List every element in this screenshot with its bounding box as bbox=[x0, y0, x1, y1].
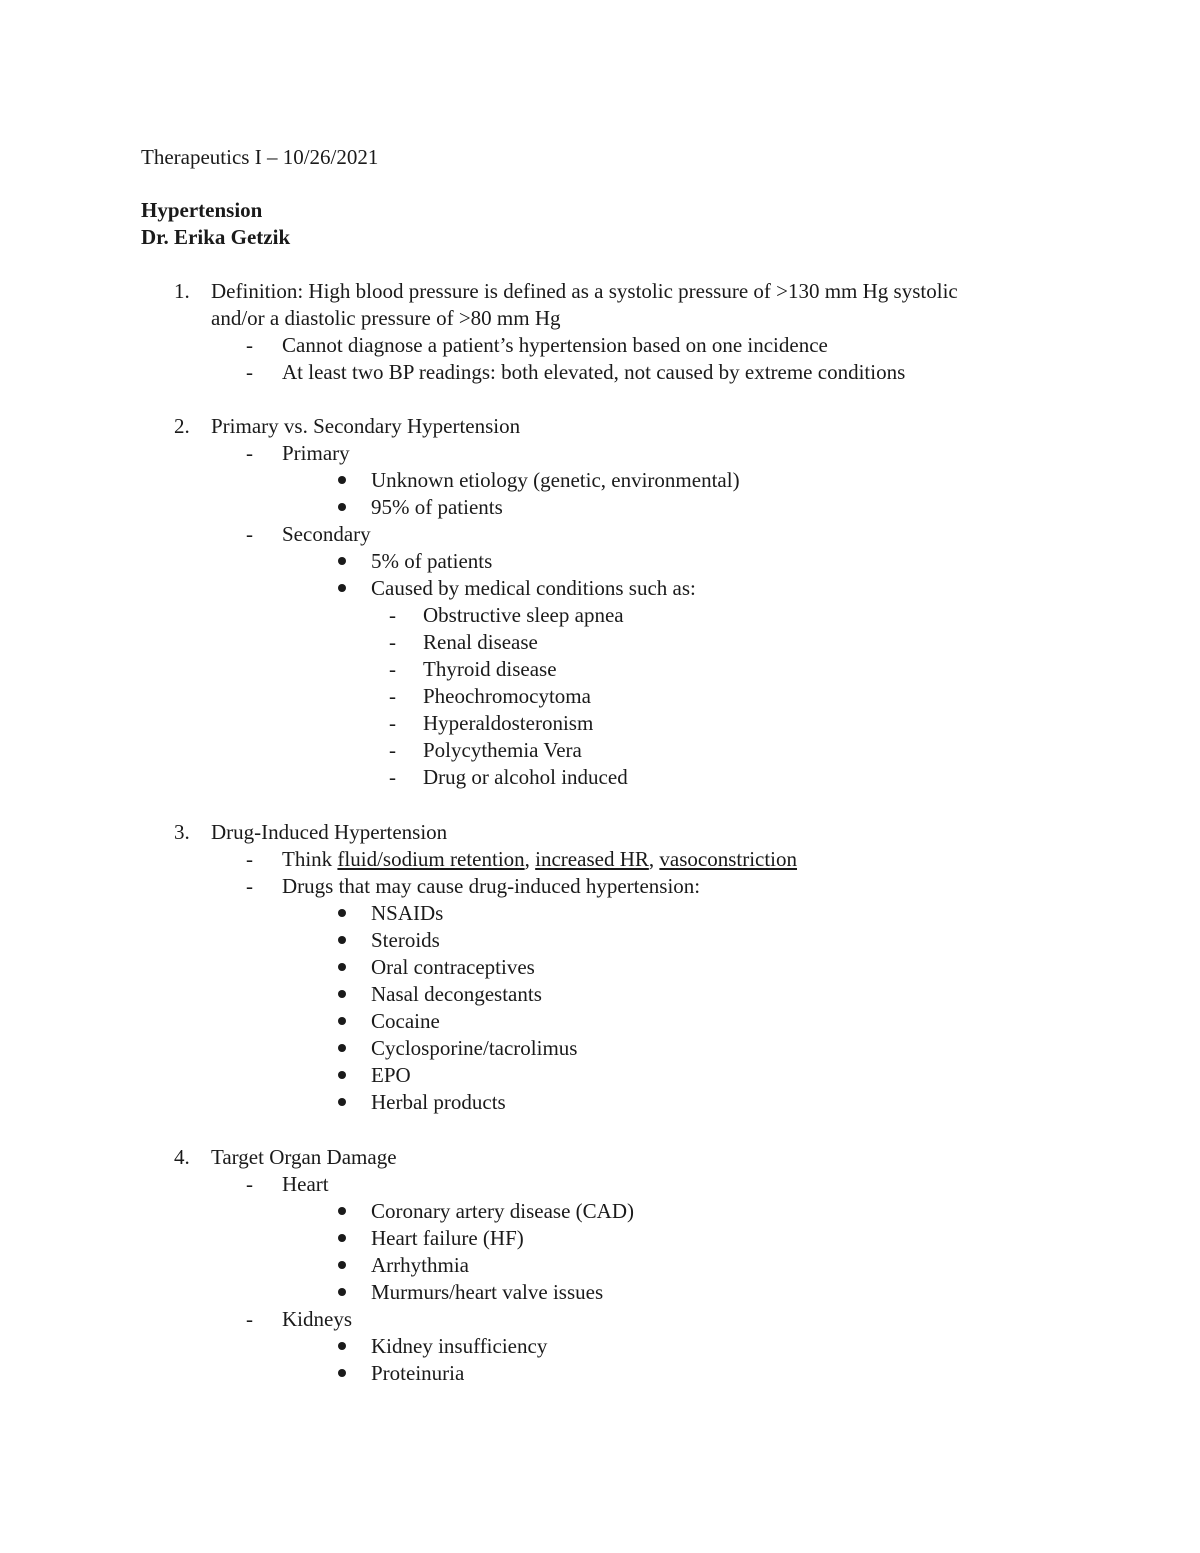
dash-marker: - bbox=[389, 630, 396, 654]
bullet-icon bbox=[338, 1044, 346, 1052]
underlined-term: fluid/sodium retention bbox=[337, 847, 525, 871]
definition-line-2: and/or a diastolic pressure of >80 mm Hg bbox=[211, 306, 561, 330]
dash-marker: - bbox=[246, 522, 253, 546]
list-item: Polycythemia Vera bbox=[423, 738, 582, 762]
list-item: Cannot diagnose a patient’s hypertension based on one incidence bbox=[282, 333, 828, 357]
list-item: 95% of patients bbox=[371, 495, 503, 519]
group-label: Kidneys bbox=[282, 1307, 352, 1331]
definition-line-1: Definition: High blood pressure is defined as a systolic pressure of >130 mm Hg systolic bbox=[211, 279, 958, 303]
list-item: Arrhythmia bbox=[371, 1253, 469, 1277]
term-separator: , bbox=[524, 847, 536, 871]
list-item: Heart failure (HF) bbox=[371, 1226, 524, 1250]
list-item: Steroids bbox=[371, 928, 440, 952]
bullet-icon bbox=[338, 557, 346, 565]
term-separator: , bbox=[648, 847, 660, 871]
dash-marker: - bbox=[246, 1172, 253, 1196]
dash-marker: - bbox=[246, 874, 253, 898]
group-label: Secondary bbox=[282, 522, 371, 546]
list-item: At least two BP readings: both elevated, not caused by extreme conditions bbox=[282, 360, 906, 384]
bullet-icon bbox=[338, 936, 346, 944]
list-item: Coronary artery disease (CAD) bbox=[371, 1199, 634, 1223]
dash-marker: - bbox=[246, 360, 253, 384]
bullet-icon bbox=[338, 1017, 346, 1025]
list-item: Thyroid disease bbox=[423, 657, 557, 681]
section-number: 1. bbox=[174, 279, 190, 303]
underlined-term: increased HR bbox=[535, 847, 649, 871]
list-item: Drug or alcohol induced bbox=[423, 765, 628, 789]
section-number: 4. bbox=[174, 1145, 190, 1169]
list-item: Kidney insufficiency bbox=[371, 1334, 548, 1358]
bullet-icon bbox=[338, 963, 346, 971]
list-item: EPO bbox=[371, 1063, 411, 1087]
section-heading: Drug-Induced Hypertension bbox=[211, 820, 448, 844]
bullet-icon bbox=[338, 1342, 346, 1350]
list-item: NSAIDs bbox=[371, 901, 444, 925]
list-item: Obstructive sleep apnea bbox=[423, 603, 624, 627]
list-item: Pheochromocytoma bbox=[423, 684, 591, 708]
list-item: Cyclosporine/tacrolimus bbox=[371, 1036, 578, 1060]
bullet-icon bbox=[338, 1261, 346, 1269]
bullet-icon bbox=[338, 1369, 346, 1377]
group-label: Primary bbox=[282, 441, 350, 465]
document-title: Hypertension bbox=[141, 198, 263, 222]
underlined-term: vasoconstriction bbox=[659, 847, 798, 871]
section-heading: Primary vs. Secondary Hypertension bbox=[211, 414, 521, 438]
dash-marker: - bbox=[389, 657, 396, 681]
dash-marker: - bbox=[246, 847, 253, 871]
section-number: 3. bbox=[174, 820, 190, 844]
bullet-icon bbox=[338, 1207, 346, 1215]
bullet-icon bbox=[338, 1234, 346, 1242]
author-name: Dr. Erika Getzik bbox=[141, 225, 291, 249]
bullet-icon bbox=[338, 1098, 346, 1106]
bullet-icon bbox=[338, 476, 346, 484]
list-item: Renal disease bbox=[423, 630, 538, 654]
think-line bbox=[282, 846, 797, 872]
course-date-line: Therapeutics I – 10/26/2021 bbox=[141, 145, 379, 169]
dash-marker: - bbox=[389, 684, 396, 708]
section-heading: Target Organ Damage bbox=[211, 1145, 397, 1169]
list-item: Cocaine bbox=[371, 1009, 440, 1033]
dash-marker: - bbox=[389, 738, 396, 762]
list-item: Unknown etiology (genetic, environmental) bbox=[371, 468, 740, 492]
dash-marker: - bbox=[246, 333, 253, 357]
list-item: Oral contraceptives bbox=[371, 955, 535, 979]
list-item: Nasal decongestants bbox=[371, 982, 542, 1006]
bullet-icon bbox=[338, 1288, 346, 1296]
bullet-icon bbox=[338, 584, 346, 592]
list-item: Murmurs/heart valve issues bbox=[371, 1280, 604, 1304]
list-item: 5% of patients bbox=[371, 549, 493, 573]
list-item: Caused by medical conditions such as: bbox=[371, 576, 696, 600]
dash-marker: - bbox=[246, 441, 253, 465]
bullet-icon bbox=[338, 503, 346, 511]
think-prefix: Think bbox=[282, 847, 338, 871]
dash-marker: - bbox=[389, 603, 396, 627]
bullet-icon bbox=[338, 1071, 346, 1079]
dash-marker: - bbox=[389, 711, 396, 735]
section-number: 2. bbox=[174, 414, 190, 438]
bullet-icon bbox=[338, 990, 346, 998]
list-item: Proteinuria bbox=[371, 1361, 465, 1385]
drugs-label: Drugs that may cause drug-induced hypertension: bbox=[282, 874, 701, 898]
dash-marker: - bbox=[246, 1307, 253, 1331]
group-label: Heart bbox=[282, 1172, 329, 1196]
list-item: Hyperaldosteronism bbox=[423, 711, 594, 735]
list-item: Herbal products bbox=[371, 1090, 506, 1114]
dash-marker: - bbox=[389, 765, 396, 789]
bullet-icon bbox=[338, 909, 346, 917]
